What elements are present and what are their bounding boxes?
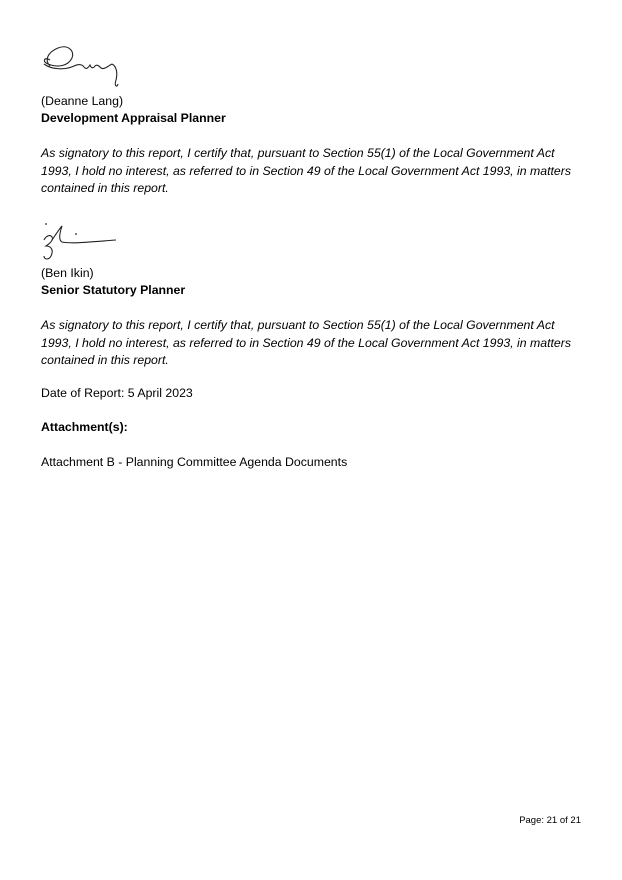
report-date: Date of Report: 5 April 2023 (41, 386, 193, 400)
signature-ben-ikin (38, 218, 122, 266)
signatory-2-statement: As signatory to this report, I certify that, pursuant to Section 55(1) of the Local Government Act 1993, I hold no interest, as referred to in Section 49 of the Local Government Act 1993, in matters contained in this report. (41, 318, 571, 367)
signatory-1-statement: As signatory to this report, I certify that, pursuant to Section 55(1) of the Local Government Act 1993, I hold no interest, as referred to in Section 49 of the Local Government Act 1993, in matters contained in this report. (41, 146, 571, 195)
attachment-item: Attachment B - Planning Committee Agenda Documents (41, 455, 348, 469)
page-number: Page: 21 of 21 (519, 815, 581, 826)
signatory-2-name: (Ben Ikin) (41, 266, 94, 280)
signatory-1-name: (Deanne Lang) (41, 94, 124, 108)
signatory-2-title: Senior Statutory Planner (41, 283, 186, 297)
attachments-heading: Attachment(s): (41, 420, 128, 434)
signatory-1-title: Development Appraisal Planner (41, 111, 226, 125)
signature-deanne-lang (38, 40, 128, 92)
